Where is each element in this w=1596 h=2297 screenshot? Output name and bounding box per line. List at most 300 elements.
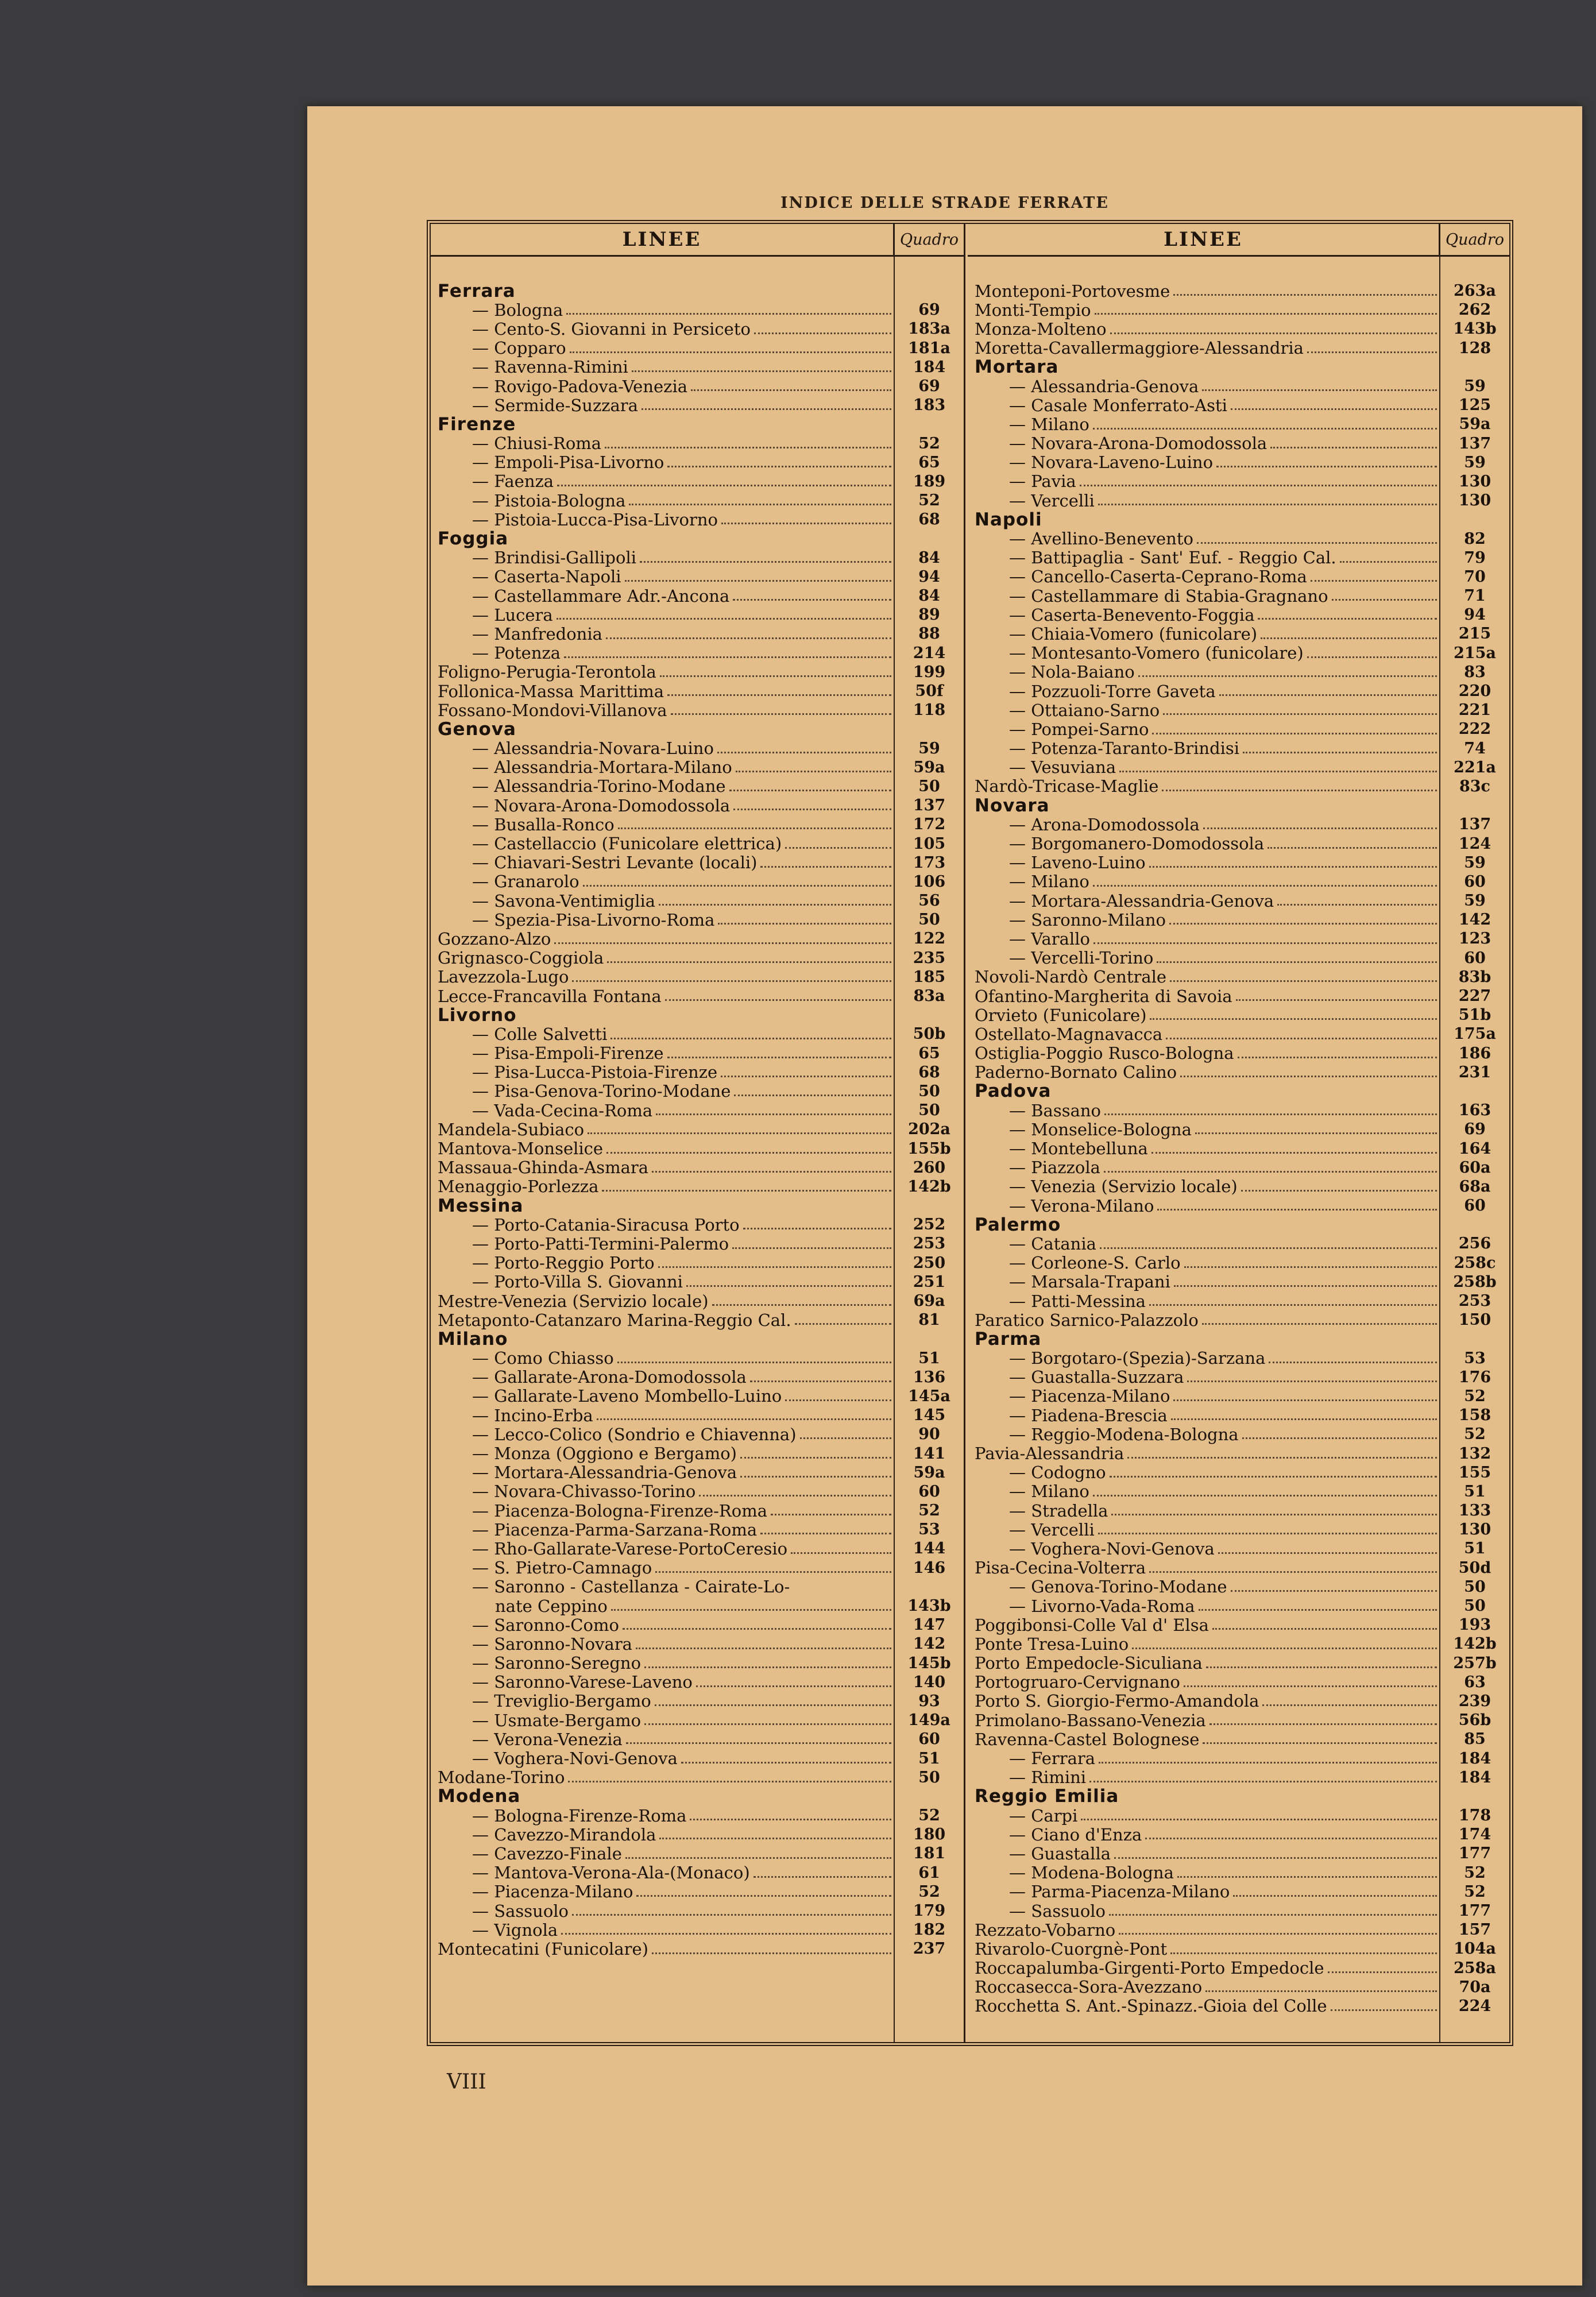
dot-leader [785, 846, 891, 849]
dot-leader [659, 903, 891, 906]
line-name: Ferrara [438, 280, 516, 301]
line-name: — Sassuolo [472, 1901, 569, 1921]
index-row [438, 1577, 964, 1596]
line-name: Foggia [438, 528, 509, 550]
quadro-number: 68 [918, 511, 940, 529]
dot-leader [1098, 503, 1437, 505]
line-name: — Guastalla [1009, 1843, 1111, 1863]
line-name: Reggio Emilia [975, 1786, 1119, 1807]
dot-leader [1127, 1456, 1437, 1459]
dot-leader [795, 1322, 891, 1325]
index-row [438, 1139, 964, 1158]
quadro-number: 83b [1458, 968, 1491, 986]
line-name: — Pistoia-Bologna [472, 490, 626, 511]
quadro-number: 52 [918, 1807, 940, 1825]
line-name: Gozzano-Alzo [438, 929, 551, 949]
quadro-number: 84 [918, 548, 940, 567]
index-row [975, 1997, 1509, 2016]
line-name: — Montesanto-Vomero (funicolare) [1009, 643, 1304, 663]
index-row [975, 1387, 1509, 1406]
line-name: — Piazzola [1009, 1158, 1100, 1178]
index-row [438, 358, 964, 377]
quadro-number: 63 [1464, 1673, 1486, 1691]
line-name: — Casale Monferrato-Asti [1009, 395, 1227, 415]
quadro-number: 125 [1458, 396, 1491, 415]
line-name: — Castellaccio (Funicolare elettrica) [472, 834, 782, 854]
line-name: Roccapalumba-Girgenti-Porto Empedocle [975, 1958, 1324, 1978]
index-row [975, 777, 1509, 796]
quadro-number: 132 [1458, 1444, 1491, 1463]
dot-leader [1099, 1761, 1437, 1764]
quadro-number: 53 [918, 1521, 940, 1539]
line-name: Rocchetta S. Ant.-Spinazz.-Gioia del Colle [975, 1996, 1327, 2016]
line-name: Padova [975, 1081, 1052, 1102]
dot-leader [736, 770, 891, 772]
index-row [438, 815, 964, 834]
dot-leader [1261, 637, 1437, 639]
dot-leader [597, 1418, 891, 1420]
quadro-number: 65 [918, 453, 940, 471]
quadro-number: 175a [1454, 1025, 1496, 1043]
quadro-number: 56b [1458, 1711, 1491, 1730]
dot-leader [1104, 1170, 1437, 1173]
quadro-number: 172 [913, 815, 946, 834]
quadro-number: 83 [1464, 663, 1486, 681]
index-row [975, 453, 1509, 472]
line-name: — Porto-Catania-Siracusa Porto [472, 1215, 740, 1235]
dot-leader [1195, 1132, 1437, 1134]
dot-leader [1180, 1075, 1437, 1077]
quadro-number: 183a [908, 320, 950, 338]
line-name: — Genova-Torino-Modane [1009, 1577, 1227, 1597]
quadro-number: 149a [908, 1711, 950, 1730]
line-name: Mantova-Monselice [438, 1139, 604, 1159]
index-row [438, 510, 964, 529]
index-row [975, 1139, 1509, 1158]
dot-leader [771, 1513, 891, 1515]
line-name: — Guastalla-Suzzara [1009, 1367, 1184, 1387]
dot-leader [1277, 903, 1437, 906]
index-row [975, 1425, 1509, 1444]
group-heading [975, 1329, 1509, 1348]
line-name: — Patti-Messina [1009, 1291, 1146, 1311]
line-name: — Ferrara [1009, 1749, 1096, 1769]
dot-leader [1331, 2009, 1437, 2011]
line-name: — Novara-Arona-Domodossola [1009, 434, 1267, 454]
quadro-number: 141 [913, 1444, 946, 1463]
quadro-number: 142b [1453, 1635, 1497, 1653]
group-heading [975, 510, 1509, 529]
index-row [438, 434, 964, 453]
line-name: — Piacenza-Milano [472, 1882, 633, 1902]
line-name: — Reggio-Modena-Bologna [1009, 1424, 1239, 1444]
dot-leader [1243, 751, 1437, 753]
dot-leader [1203, 827, 1437, 829]
index-row [438, 1291, 964, 1310]
quadro-number: 173 [913, 853, 946, 872]
quadro-number: 145b [907, 1654, 951, 1672]
line-name: — Piacenza-Milano [1009, 1386, 1170, 1406]
dot-leader [617, 1361, 891, 1363]
dot-leader [733, 808, 891, 810]
quadro-number: 253 [913, 1235, 946, 1253]
dot-leader [753, 1876, 891, 1878]
line-name: Portogruaro-Cervignano [975, 1672, 1180, 1692]
quadro-number: 251 [913, 1273, 946, 1291]
quadro-number: 118 [913, 701, 946, 720]
index-row [438, 396, 964, 415]
quadro-number: 215 [1458, 625, 1491, 643]
index-row [975, 910, 1509, 929]
line-name: — Bologna [472, 300, 563, 320]
line-name: — Alessandria-Mortara-Milano [472, 757, 732, 778]
quadro-number: 215a [1454, 644, 1496, 662]
index-row [438, 1234, 964, 1253]
index-row [438, 377, 964, 396]
line-name: Ostiglia-Poggio Rusco-Bologna [975, 1043, 1234, 1064]
dot-leader [1209, 1723, 1437, 1725]
quadro-number: 52 [1464, 1863, 1486, 1882]
dot-leader [606, 1151, 891, 1154]
index-row [975, 415, 1509, 434]
dot-leader [1269, 1361, 1437, 1363]
dot-leader [588, 1132, 891, 1134]
dot-leader [1184, 1685, 1437, 1687]
index-row [975, 1692, 1509, 1711]
column-header [968, 224, 1509, 257]
line-name: — Pistoia-Lucca-Pisa-Livorno [472, 509, 718, 529]
dot-leader [1212, 1627, 1437, 1630]
index-row [975, 1234, 1509, 1253]
line-name: — Granarolo [472, 872, 579, 892]
line-name: — Spezia-Pisa-Livorno-Roma [472, 910, 715, 930]
dot-leader [652, 1170, 891, 1173]
line-name: Follonica-Massa Marittima [438, 681, 664, 701]
line-name: — Livorno-Vada-Roma [1009, 1596, 1195, 1616]
line-name: Modena [438, 1786, 521, 1807]
dot-leader [696, 1685, 891, 1687]
group-heading [438, 720, 964, 738]
index-row [975, 1501, 1509, 1520]
quadro-number: 145a [908, 1387, 950, 1405]
dot-leader [665, 999, 891, 1001]
index-row [438, 472, 964, 491]
dot-leader [1267, 846, 1437, 849]
line-name: Primolano-Bassano-Venezia [975, 1710, 1206, 1730]
line-name: — Gallarate-Arona-Domodossola [472, 1367, 747, 1387]
dot-leader [1202, 389, 1437, 391]
line-name: — Alessandria-Torino-Modane [472, 776, 726, 796]
dot-leader [717, 751, 891, 753]
index-row [975, 1711, 1509, 1730]
line-name: Ostellato-Magnavacca [975, 1024, 1163, 1044]
quadro-number: 199 [913, 663, 946, 681]
dot-leader [625, 579, 891, 582]
line-name: — Saronno-Varese-Laveno [472, 1672, 693, 1692]
index-row [438, 1368, 964, 1387]
line-name: — Mortara-Alessandria-Genova [472, 1463, 737, 1483]
dot-leader [1231, 1590, 1437, 1592]
line-name: — Rimini [1009, 1768, 1087, 1788]
quadro-number: 59a [913, 1463, 945, 1482]
line-name: — Cavezzo-Finale [472, 1843, 622, 1863]
line-name: — Piadena-Brescia [1009, 1405, 1168, 1425]
line-name: — Gallarate-Laveno Mombello-Luino [472, 1386, 782, 1406]
index-row [438, 853, 964, 872]
dot-leader [754, 332, 891, 334]
line-name: — Alessandria-Genova [1009, 376, 1199, 396]
dot-leader [640, 560, 891, 563]
quadro-number: 183 [913, 396, 946, 415]
quadro-number: 181a [908, 339, 950, 357]
quadro-number: 88 [918, 625, 940, 643]
line-name: — Saronno-Seregno [472, 1653, 642, 1673]
index-row [975, 300, 1509, 319]
index-row [438, 1520, 964, 1539]
group-heading [975, 358, 1509, 377]
quadro-number: 68 [918, 1063, 940, 1081]
index-row [438, 1806, 964, 1825]
index-row [975, 891, 1509, 910]
line-name: — Sassuolo [1009, 1901, 1106, 1921]
dot-leader [1205, 1990, 1437, 1992]
dot-leader [607, 961, 891, 963]
line-name: — Saronno-Como [472, 1615, 619, 1635]
quadro-number: 60 [918, 1482, 940, 1501]
line-name: — Voghera-Novi-Genova [472, 1749, 678, 1769]
index-row [975, 1959, 1509, 1978]
quadro-number: 83a [913, 987, 945, 1006]
index-row [438, 739, 964, 758]
quadro-number: 181 [913, 1844, 946, 1863]
index-row [975, 396, 1509, 415]
quadro-number: 130 [1458, 1521, 1491, 1539]
index-row [975, 872, 1509, 891]
dot-leader [1173, 293, 1437, 296]
index-row [438, 1539, 964, 1558]
dot-leader [1238, 1056, 1437, 1058]
dot-leader [1199, 1608, 1437, 1611]
line-name: — Saronno-Novara [472, 1634, 632, 1654]
quadro-number: 51 [918, 1749, 940, 1768]
line-name: Metaponto-Catanzaro Marina-Reggio Cal. [438, 1310, 791, 1330]
quadro-number: 53 [1464, 1349, 1486, 1367]
index-row [975, 472, 1509, 491]
quadro-number: 184 [913, 358, 946, 376]
quadro-number: 250 [913, 1254, 946, 1272]
line-name: — Lecco-Colico (Sondrio e Chiavenna) [472, 1424, 797, 1444]
dot-leader [686, 1285, 891, 1287]
quadro-number: 59 [1464, 453, 1486, 471]
index-row [975, 1825, 1509, 1844]
line-name: — Stradella [1009, 1501, 1108, 1521]
index-row [975, 491, 1509, 510]
index-row [438, 1559, 964, 1577]
quadro-number: 145 [913, 1406, 946, 1425]
line-name: Monza-Molteno [975, 319, 1107, 339]
line-name: — Caserta-Benevento-Foggia [1009, 605, 1255, 625]
quadro-number: 105 [913, 834, 946, 853]
line-name: — Novara-Chivasso-Torino [472, 1482, 696, 1502]
quadro-number: 59 [918, 739, 940, 757]
index-row [975, 1978, 1509, 1997]
dot-leader [1150, 1018, 1437, 1020]
quadro-number: 146 [913, 1559, 946, 1577]
index-row [438, 1254, 964, 1273]
quadro-number: 128 [1458, 339, 1491, 357]
index-row [975, 663, 1509, 682]
quadro-number: 59 [1464, 377, 1486, 396]
dot-leader [681, 1761, 891, 1764]
dot-leader [1151, 1151, 1437, 1154]
dot-leader [1184, 1266, 1437, 1268]
line-name: — Pisa-Genova-Torino-Modane [472, 1081, 731, 1101]
index-row [975, 339, 1509, 358]
quadro-number: 142b [907, 1177, 951, 1196]
index-row [438, 1444, 964, 1463]
line-name: — Vada-Cecina-Roma [472, 1100, 653, 1120]
dot-leader [1270, 446, 1437, 448]
index-row [975, 1577, 1509, 1596]
quadro-number: 51 [1464, 1540, 1486, 1558]
index-row [975, 1634, 1509, 1653]
line-name: Porto S. Giorgio-Fermo-Amandola [975, 1691, 1259, 1711]
quadro-number: 257b [1453, 1654, 1497, 1672]
index-row [438, 1387, 964, 1406]
dot-leader [1109, 1913, 1437, 1916]
line-name: — Monza (Oggiono e Bergamo) [472, 1444, 737, 1464]
index-row [438, 586, 964, 605]
line-name: Pisa-Cecina-Volterra [975, 1558, 1146, 1578]
line-name: Palermo [975, 1214, 1061, 1235]
quadro-number: 137 [1458, 434, 1491, 453]
quadro-number: 158 [1458, 1406, 1491, 1425]
line-name: — Como Chiasso [472, 1348, 614, 1368]
dot-leader [644, 1723, 891, 1725]
index-row [975, 1310, 1509, 1329]
dot-leader [1242, 1437, 1437, 1439]
index-row [438, 1844, 964, 1863]
line-name: Parma [975, 1328, 1042, 1349]
line-name: — Pavia [1009, 471, 1076, 492]
line-name: Modane-Torino [438, 1768, 565, 1788]
dot-leader [583, 884, 891, 887]
dot-leader [636, 1647, 891, 1649]
line-name: — Colle Salvetti [472, 1024, 608, 1044]
line-name: — Battipaglia - Sant' Euf. - Reggio Cal. [1009, 548, 1336, 568]
line-name: — Savona-Ventimiglia [472, 891, 656, 911]
index-row [975, 567, 1509, 586]
line-name: — Laveno-Luino [1009, 853, 1146, 873]
index-row [975, 720, 1509, 738]
dot-leader [605, 446, 891, 448]
line-name: Genova [438, 718, 516, 740]
line-name: — Incino-Erba [472, 1405, 593, 1425]
index-row [975, 1844, 1509, 1863]
line-name: Novoli-Nardò Centrale [975, 967, 1167, 987]
index-row [975, 1063, 1509, 1082]
quadro-number: 52 [1464, 1882, 1486, 1901]
line-name: Montecatini (Funicolare) [438, 1939, 648, 1959]
line-name: — Alessandria-Novara-Luino [472, 738, 714, 759]
index-row [438, 929, 964, 948]
dot-leader [1145, 1837, 1437, 1839]
dot-leader [629, 503, 891, 505]
line-name: Lecce-Francavilla Fontana [438, 986, 662, 1006]
dot-leader [655, 1571, 891, 1573]
index-row [975, 758, 1509, 777]
line-name: — Busalla-Ronco [472, 814, 615, 834]
line-name: Milano [438, 1328, 508, 1349]
dot-leader [734, 1094, 891, 1096]
quadro-number: 122 [913, 930, 946, 948]
quadro-number: 60 [918, 1730, 940, 1749]
page-number: VIII [447, 2070, 486, 2094]
dot-leader [750, 1380, 891, 1382]
dot-leader [561, 1932, 891, 1935]
index-table [427, 220, 1513, 2046]
index-row [438, 1215, 964, 1234]
quadro-number: 221 [1458, 701, 1491, 720]
line-name: — Mantova-Verona-Ala-(Monaco) [472, 1863, 750, 1883]
line-name: Ponte Tresa-Luino [975, 1634, 1129, 1654]
left-column [431, 224, 965, 2042]
quadro-number: 220 [1458, 682, 1491, 701]
line-name: — Ciano d'Enza [1009, 1824, 1142, 1844]
index-row [438, 1863, 964, 1882]
index-row [975, 1615, 1509, 1634]
quadro-number: 258a [1454, 1959, 1496, 1977]
line-name: — Porto-Villa S. Giovanni [472, 1272, 683, 1292]
quadro-number: 184 [1458, 1768, 1491, 1786]
index-row [975, 1368, 1509, 1387]
quadro-number: 262 [1458, 301, 1491, 319]
line-name: — Marsala-Trapani [1009, 1272, 1170, 1292]
dot-leader [623, 1627, 891, 1630]
index-row [975, 624, 1509, 643]
quadro-number: 177 [1458, 1902, 1491, 1920]
index-row [438, 1673, 964, 1692]
quadro-number: 52 [1464, 1387, 1486, 1405]
line-name: — Catania [1009, 1233, 1096, 1254]
group-heading [975, 1787, 1509, 1806]
line-name: — Monselice-Bologna [1009, 1119, 1192, 1139]
line-name: — Castellammare di Stabia-Gragnano [1009, 586, 1328, 606]
index-row [975, 1596, 1509, 1615]
quadro-number: 186 [1458, 1044, 1491, 1062]
quadro-number: 224 [1458, 1997, 1491, 2015]
index-row [975, 1463, 1509, 1482]
index-row [438, 605, 964, 624]
page-sheet [307, 106, 1582, 2286]
index-row [975, 1444, 1509, 1463]
dot-leader [1307, 656, 1437, 658]
index-row [975, 1196, 1509, 1215]
line-name: — Avellino-Benevento [1009, 529, 1193, 549]
dot-leader [740, 1475, 891, 1478]
dot-leader [1206, 1666, 1437, 1668]
line-name: — Arona-Domodossola [1009, 814, 1200, 834]
quadro-number: 50 [918, 1768, 940, 1786]
dot-leader [566, 312, 891, 315]
quadro-number: 81 [918, 1311, 940, 1329]
dot-leader [1233, 1894, 1437, 1897]
line-name: — Milano [1009, 414, 1089, 434]
line-name: — Novara-Laveno-Luino [1009, 453, 1214, 473]
group-heading [975, 796, 1509, 815]
quadro-number: 189 [913, 472, 946, 490]
index-row [438, 1711, 964, 1730]
